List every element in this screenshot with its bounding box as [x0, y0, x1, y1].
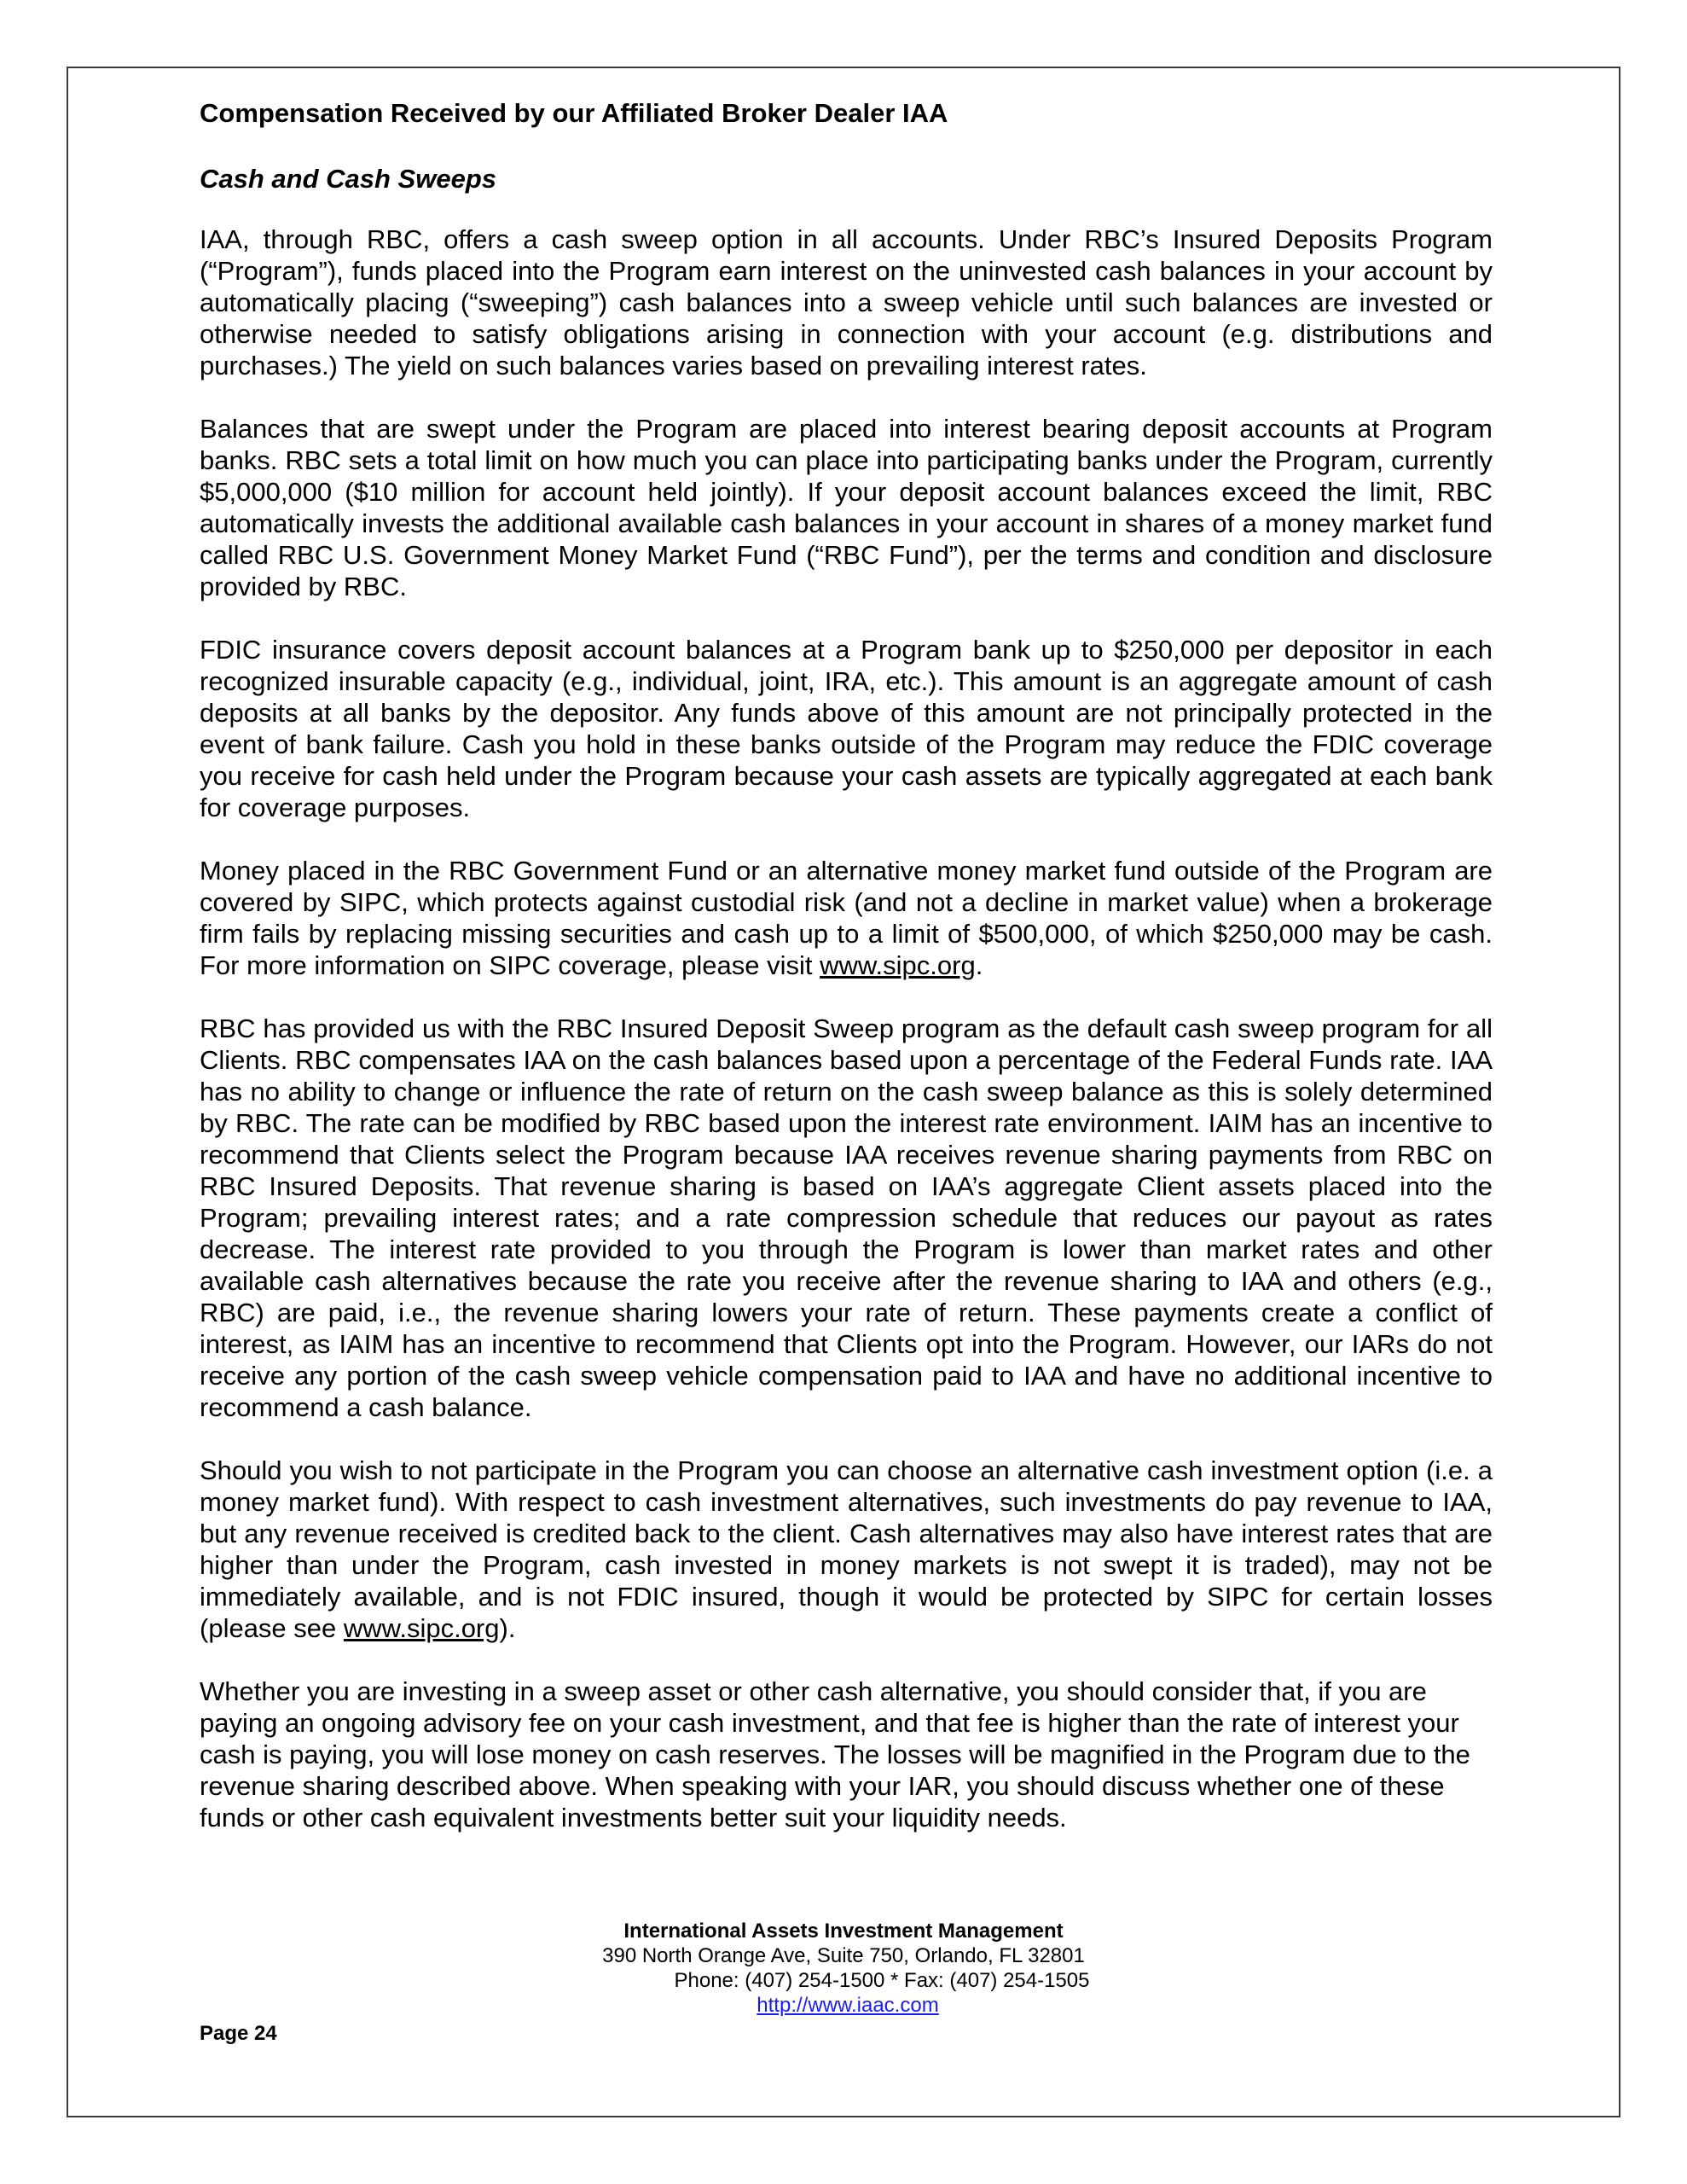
page-number: Page 24	[200, 2022, 277, 2045]
paragraph-cash-sweep-intro: IAA, through RBC, offers a cash sweep option in all accounts. Under RBC’s Insured Deposits Program (“Program”), funds placed into the Program earn interest on the uninvested cash balances in your account by automatically placing (“sweeping”) cash balances into a sweep vehicle until such balances are invested or otherwise needed to satisfy obligations arising in connection with your account (e.g. distributions and purchases.) The yield on such balances varies based on prevailing interest rates.	[200, 224, 1493, 380]
paragraph-sipc-coverage	[200, 855, 1493, 981]
paragraph-alternatives-text: Should you wish to not participate in the Program you can choose an alternative cash investment option (i.e. a money market fund). With respect to cash investment alternatives, such investments do pay revenue to IAA, but any revenue received is credited back to the client. Cash alternatives may also have interest rates that are higher than under the Program, cash invested in money markets is not swept it is traded), may not be immediately available, and is not FDIC insured, though it would be protected by SIPC for certain losses (please see	[200, 1455, 1493, 1643]
paragraph-advisory-fee: Whether you are investing in a sweep asset or other cash alternative, you should consider that, if you are paying an ongoing advisory fee on your cash investment, and that fee is higher than the rate of interest your cash is paying, you will lose money on cash reserves. The losses will be magnified in the Program due to the revenue sharing described above. When speaking with your IAR, you should discuss whether one of these funds or other cash equivalent investments better suit your liquidity needs.	[200, 1676, 1470, 1833]
paragraph-sipc-text: Money placed in the RBC Government Fund or an alternative money market fund outside of the Program are covered by SIPC, which protects against custodial risk (and not a decline in market value) when a brokerage firm fails by replacing missing securities and cash up to a limit of $500,000, of which $250,000 may be cash. For more information on SIPC coverage, please visit	[200, 856, 1493, 980]
sipc-link-2[interactable]: www.sipc.org	[343, 1613, 500, 1643]
paragraph-fdic-insurance: FDIC insurance covers deposit account balances at a Program bank up to $250,000 per depositor in each recognized insurable capacity (e.g., individual, joint, IRA, etc.). This amount is an aggregate amount of cash deposits at all banks by the depositor. Any funds above of this amount are not principally protected in the event of bank failure. Cash you hold in these banks outside of the Program may reduce the FDIC coverage you receive for cash held under the Program because your cash assets are typically aggregated at each bank for coverage purposes.	[200, 635, 1493, 822]
website-link[interactable]: http://www.iaac.com	[757, 1994, 939, 2017]
footer-company-name: International Assets Investment Management	[623, 1920, 1064, 1943]
page-footer	[0, 1919, 1687, 2018]
paragraph-alternatives-end: ).	[499, 1613, 516, 1643]
paragraph-sipc-end: .	[975, 950, 983, 980]
footer-url	[0, 1993, 1687, 2018]
paragraph-program-limits: Balances that are swept under the Program are placed into interest bearing deposit accounts at Program banks. RBC sets a total limit on how much you can place into participating banks under the Program, currently $5,000,000 ($10 million for account held jointly). If your deposit account balances exceed the limit, RBC automatically invests the additional available cash balances in your account in shares of a money market fund called RBC U.S. Government Money Market Fund (“RBC Fund”), per the terms and condition and disclosure provided by RBC.	[200, 414, 1493, 601]
paragraph-alternatives	[200, 1455, 1493, 1644]
paragraph-revenue-sharing: RBC has provided us with the RBC Insured Deposit Sweep program as the default cash sweep program for all Clients. RBC compensates IAA on the cash balances based upon a percentage of the Federal Funds rate. IAA has no ability to change or influence the rate of return on the cash sweep balance as this is solely determined by RBC. The rate can be modified by RBC based upon the interest rate environment. IAIM has an incentive to recommend that Clients select the Program because IAA receives revenue sharing payments from RBC on RBC Insured Deposits. That revenue sharing is based on IAA’s aggregate Client assets placed into the Program; prevailing interest rates; and a rate compression schedule that reduces our payout as rates decrease. The interest rate provided to you through the Program is lower than market rates and other available cash alternatives because the rate you receive after the revenue sharing to IAA and others (e.g., RBC) are paid, i.e., the revenue sharing lowers your rate of return. These payments create a conflict of interest, as IAIM has an incentive to recommend that Clients opt into the Program. However, our IARs do not receive any portion of the cash sweep vehicle compensation paid to IAA and have no additional incentive to recommend a cash balance.	[200, 1014, 1493, 1422]
footer-address: 390 North Orange Ave, Suite 750, Orlando, FL 32801	[602, 1944, 1085, 1967]
footer-phone-fax: Phone: (407) 254-1500 * Fax: (407) 254-1505	[674, 1969, 1090, 1992]
sipc-link[interactable]: www.sipc.org	[820, 950, 976, 980]
subsection-title: Cash and Cash Sweeps	[200, 164, 497, 194]
section-title: Compensation Received by our Affiliated Broker Dealer IAA	[200, 98, 948, 128]
body-text	[200, 224, 1493, 1865]
